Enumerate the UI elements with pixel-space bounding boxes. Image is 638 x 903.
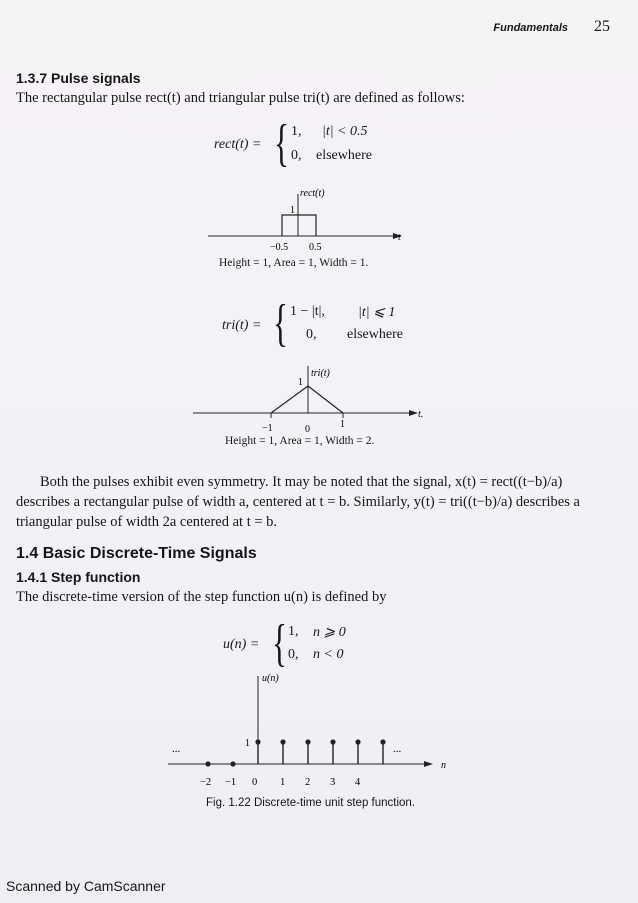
- step-def-brace: {: [272, 615, 287, 672]
- rect-case1-value: 1,: [291, 124, 302, 139]
- step-case2-value: 0,: [288, 647, 299, 662]
- tri-case1-value: 1 − |t|,: [290, 304, 325, 319]
- sample-n-0: [255, 739, 260, 744]
- rect-case2-value: 0,: [291, 148, 302, 163]
- sample-n-2: [305, 739, 310, 744]
- rect-figure-caption: Height = 1, Area = 1, Width = 1.: [219, 257, 369, 269]
- step-intro-text: The discrete-time version of the step function u(n) is defined by: [16, 589, 387, 605]
- sample-n-1: [280, 739, 285, 744]
- tri-def-brace: {: [273, 295, 288, 352]
- rect-def-lhs: rect(t) =: [214, 137, 262, 152]
- tri-x-label: t.: [418, 409, 424, 420]
- tri-tick-zero: 0: [305, 424, 310, 435]
- pulse-intro-text: The rectangular pulse rect(t) and triangular pulse tri(t) are defined as follows:: [16, 90, 465, 106]
- tri-height-label: 1: [298, 377, 303, 388]
- tri-case2-value: 0,: [306, 327, 317, 342]
- tri-y-label: tri(t): [311, 368, 330, 379]
- step-height-label: 1: [245, 738, 250, 749]
- step-tick-0: 0: [252, 777, 258, 788]
- step-case1-value: 1,: [288, 624, 299, 639]
- step-tick-minus-1: −1: [225, 777, 237, 788]
- step-x-arrow: [424, 761, 433, 767]
- rect-tick-neg-half: −0.5: [270, 242, 289, 253]
- sample-n-3: [330, 739, 335, 744]
- tri-def-lhs: tri(t) =: [222, 318, 262, 333]
- step-y-label: u(n): [262, 673, 279, 684]
- rect-def-brace: {: [274, 115, 289, 172]
- rect-tick-pos-half: 0.5: [309, 242, 322, 253]
- tri-figure-caption: Height = 1, Area = 1, Width = 2.: [225, 435, 375, 447]
- step-dots-left: ...: [172, 743, 181, 755]
- step-tick-3: 3: [330, 777, 336, 788]
- sample-n-minus-2: [205, 761, 210, 766]
- step-tick-2: 2: [305, 777, 311, 788]
- sample-n-5: [380, 739, 385, 744]
- step-tick-4: 4: [355, 777, 361, 788]
- rect-x-label: t: [398, 232, 401, 243]
- step-tick-minus-2: −2: [200, 777, 212, 788]
- figure-caption-1-22: Fig. 1.22 Discrete-time unit step function.: [206, 797, 416, 809]
- tri-tick-neg-one: −1: [262, 423, 273, 434]
- step-case2-condition: n < 0: [313, 647, 344, 662]
- section-heading-basic-dt-signals: 1.4 Basic Discrete-Time Signals: [16, 545, 257, 562]
- running-header: Fundamentals: [493, 22, 568, 34]
- symmetry-para-line3: triangular pulse of width 2a centered at t = b.: [16, 514, 278, 530]
- step-def-lhs: u(n) =: [223, 637, 260, 652]
- tri-tick-pos-one: 1: [340, 419, 345, 430]
- symmetry-para-line1: Both the pulses exhibit even symmetry. It may be noted that the signal, x(t) = rect((t−b)/a): [40, 474, 563, 490]
- symmetry-para-line2: describes a rectangular pulse of width a, centered at t = b. Similarly, y(t) = tri((t−b)/a) describes a: [16, 494, 580, 510]
- scanner-watermark: Scanned by CamScanner: [6, 878, 166, 894]
- page-number: 25: [594, 18, 610, 35]
- step-case1-condition: n ⩾ 0: [313, 625, 346, 640]
- rect-height-label: 1: [290, 205, 295, 216]
- section-heading-step-function: 1.4.1 Step function: [16, 569, 141, 585]
- rect-y-label: rect(t): [300, 188, 325, 199]
- sample-n-4: [355, 739, 360, 744]
- tri-case2-condition: elsewhere: [347, 327, 403, 342]
- rect-case2-condition: elsewhere: [316, 148, 372, 163]
- step-dots-right: ...: [393, 743, 402, 755]
- step-tick-1: 1: [280, 777, 286, 788]
- step-x-label: n: [441, 760, 446, 771]
- tri-case1-condition: |t| ⩽ 1: [358, 305, 396, 320]
- sample-n-minus-1: [230, 761, 235, 766]
- rect-case1-condition: |t| < 0.5: [322, 124, 368, 139]
- section-heading-pulse-signals: 1.3.7 Pulse signals: [16, 70, 141, 86]
